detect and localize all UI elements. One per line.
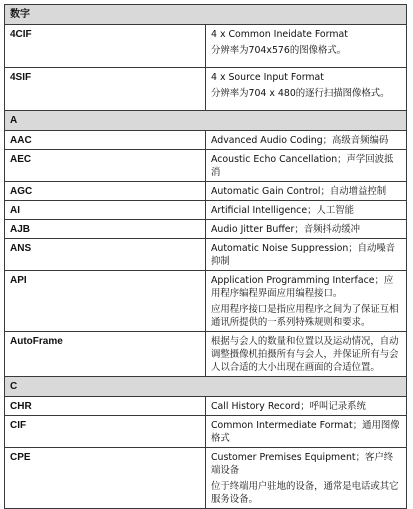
section-header-a: [5, 111, 407, 131]
definition-cell: [206, 397, 407, 416]
section-header-digits: [5, 5, 407, 25]
definition-cell: [206, 25, 407, 68]
definition-line: Advanced Audio Coding；高级音频编码: [211, 135, 389, 146]
definition-line: 应用程序接口是指应用程序之间为了保证互相通讯所提供的一系列特殊规则和要求。: [211, 304, 399, 328]
section-title: 数字: [5, 5, 407, 25]
section-title: A: [5, 111, 407, 131]
glossary-table: [4, 4, 407, 509]
definition-cell: [206, 201, 407, 220]
definition-cell: [206, 332, 407, 377]
definition-cell: [206, 448, 407, 509]
term-cell: AI: [5, 201, 206, 220]
definition-line: Automatic Noise Suppression；自动噪音抑制: [211, 243, 396, 267]
definition-line: 4 x Common Ineidate Format: [211, 29, 348, 40]
definition-line: Artificial Intelligence；人工智能: [211, 205, 354, 216]
definition-line: Application Programming Interface；应用程序编程界面应用编程接口。: [211, 275, 394, 299]
definition-line: Common Intermediate Format；通用图像格式: [211, 420, 400, 444]
definition-line: Acoustic Echo Cancellation；声学回波抵消: [211, 154, 394, 178]
term-cell: AJB: [5, 220, 206, 239]
glossary-row: [5, 271, 407, 332]
glossary-row: [5, 397, 407, 416]
glossary-row: [5, 150, 407, 182]
term-cell: AEC: [5, 150, 206, 182]
term-cell: CPE: [5, 448, 206, 509]
definition-line: 位于终端用户驻地的设备，通常是电话或其它服务设备。: [211, 481, 399, 505]
definition-line: 根据与会人的数量和位置以及运动情况，自动调整摄像机拍摄所有与会人，并保证所有与会人以合适的大小出现在画面的合适位置。: [211, 336, 399, 373]
glossary-row: [5, 416, 407, 448]
definition-cell: [206, 150, 407, 182]
section-title: C: [5, 377, 407, 397]
glossary-row: [5, 182, 407, 201]
glossary-row: [5, 25, 407, 68]
glossary-row: [5, 220, 407, 239]
term-cell: AGC: [5, 182, 206, 201]
term-cell: CIF: [5, 416, 206, 448]
glossary-row: [5, 448, 407, 509]
term-cell: CHR: [5, 397, 206, 416]
glossary-row: [5, 332, 407, 377]
term-cell: 4SIF: [5, 68, 206, 111]
definition-cell: [206, 271, 407, 332]
term-cell: AutoFrame: [5, 332, 206, 377]
definition-cell: [206, 68, 407, 111]
definition-line: Customer Premises Equipment；客户终端设备: [211, 452, 394, 476]
definition-line: 分辨率为704 x 480的逐行扫描图像格式。: [211, 88, 390, 99]
definition-line: Automatic Gain Control；自动增益控制: [211, 186, 387, 197]
term-cell: AAC: [5, 131, 206, 150]
section-header-c: [5, 377, 407, 397]
glossary-row: [5, 201, 407, 220]
glossary-row: [5, 131, 407, 150]
glossary-row: [5, 239, 407, 271]
definition-line: 4 x Source Input Format: [211, 72, 324, 83]
glossary-row: [5, 68, 407, 111]
definition-cell: [206, 239, 407, 271]
term-cell: ANS: [5, 239, 206, 271]
definition-line: 分辨率为704x576的图像格式。: [211, 45, 347, 56]
definition-line: Call History Record；呼叫记录系统: [211, 401, 366, 412]
definition-line: Audio Jitter Buffer；音频抖动缓冲: [211, 224, 361, 235]
definition-cell: [206, 182, 407, 201]
definition-cell: [206, 416, 407, 448]
definition-cell: [206, 220, 407, 239]
term-cell: 4CIF: [5, 25, 206, 68]
definition-cell: [206, 131, 407, 150]
term-cell: API: [5, 271, 206, 332]
